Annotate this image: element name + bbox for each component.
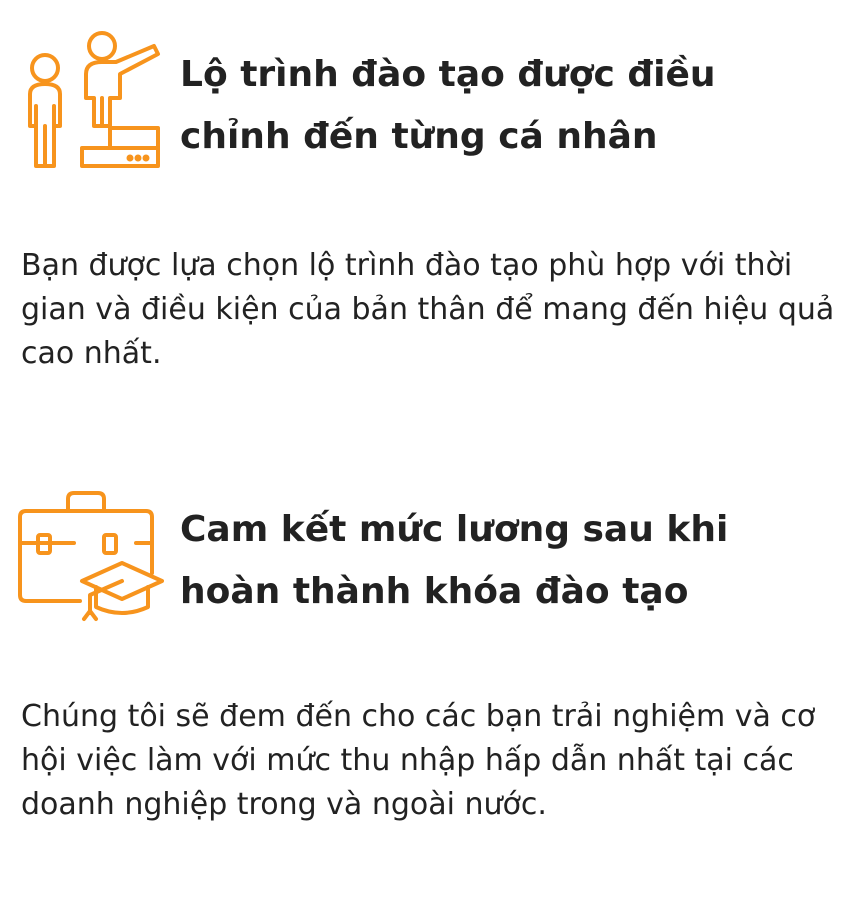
briefcase-graduation-cap-icon	[18, 485, 164, 635]
feature-title: Lộ trình đào tạo được điều chỉnh đến từng cá nhân	[180, 54, 716, 157]
feature-description: Chúng tôi sẽ đem đến cho các bạn trải nghiệm và cơ hội việc làm với mức thu nhập hấp dẫn nhất tại các doanh nghiệp trong và ngoài nước.	[21, 699, 816, 822]
feature-title: Cam kết mức lương sau khi hoàn thành khóa đào tạo	[180, 509, 729, 612]
mentor-guidance-icon	[18, 28, 164, 178]
feature-description: Bạn được lựa chọn lộ trình đào tạo phù hợp với thời gian và điều kiện của bản thân để mang đến hiệu quả cao nhất.	[21, 248, 835, 371]
